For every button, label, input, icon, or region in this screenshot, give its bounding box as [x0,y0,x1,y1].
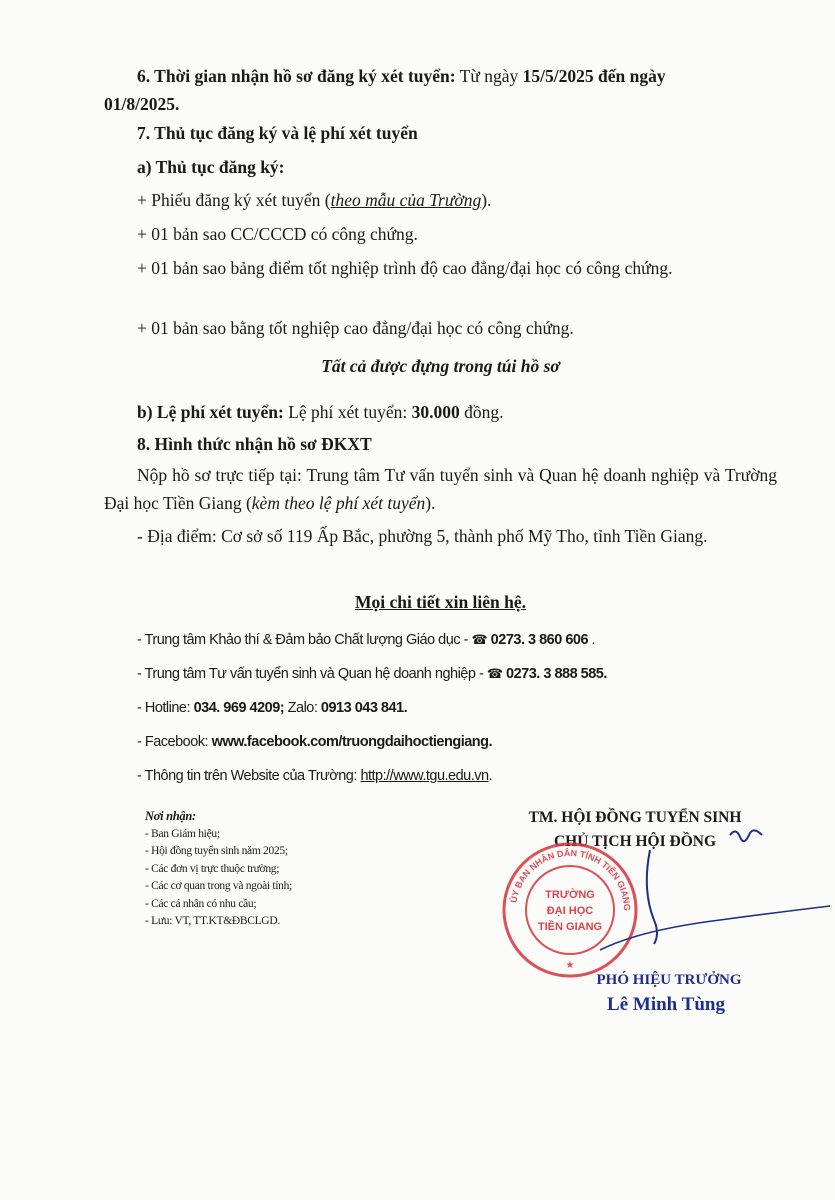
signature-line-1: TM. HỘI ĐỒNG TUYỂN SINH [528,809,742,826]
svg-text:ĐẠI HỌC: ĐẠI HỌC [546,905,594,917]
zalo-number[interactable]: 0913 043 841. [320,700,408,716]
svg-text:TRƯỜNG: TRƯỜNG [545,889,595,901]
section-7-sub-a: a) Thủ tục đăng ký: [137,157,285,177]
section-6-text: Từ ngày [455,66,523,86]
contact-line-4: - Facebook: www.facebook.com/truongdaihoctiengiang. [137,734,493,750]
recipient-item: - Các cá nhân có nhu cầu; [145,897,257,910]
phone-number-2[interactable]: 0273. 3 888 585. [502,666,607,682]
recipient-item: - Lưu: VT, TT.KT&ĐBCLGD. [145,915,280,927]
contact-line-1: - Trung tâm Khảo thí & Đảm bảo Chất lượng Giáo dục - ☎ 0273. 3 860 606 . [137,632,596,648]
section-6-date-from: 15/5/2025 đến ngày [522,66,666,86]
hotline-number[interactable]: 034. 969 4209; [193,700,285,716]
recipient-item: - Các đơn vị trực thuộc trường; [145,862,280,875]
recipient-item: - Hội đồng tuyển sinh năm 2025; [145,845,288,857]
section-7-sub-b: b) Lệ phí xét tuyển: Lệ phí xét tuyển: 30.000 đồng. [137,402,504,422]
section-8-paragraph-1: Nộp hồ sơ trực tiếp tại: Trung tâm Tư vấn tuyển sinh và Quan hệ doanh nghiệp và Trường Đại học Tiền Giang (kèm theo lệ phí xét tuyển). [104,465,777,513]
recipients-heading: Nơi nhận: [145,809,196,823]
section-7-item-4: + 01 bản sao bằng tốt nghiệp cao đẳng/đại học có công chứng. [137,318,574,338]
section-6-date-to: 01/8/2025. [104,94,180,114]
section-6-label: 6. Thời gian nhận hồ sơ đăng ký xét tuyển: [137,66,456,86]
handwritten-signature [590,820,830,960]
section-7-note: Tất cả được đựng trong túi hồ sơ [321,356,560,376]
section-7-title: 7. Thủ tục đăng ký và lệ phí xét tuyển [137,123,418,143]
form-template-link[interactable]: theo mẫu của Trường [330,190,482,210]
svg-text:★: ★ [565,960,575,971]
svg-text:TIỀN GIANG: TIỀN GIANG [537,921,603,933]
section-7-item-1: + Phiếu đăng ký xét tuyển (theo mẫu của Trường). [137,190,492,210]
section-7-item-3: + 01 bản sao bảng điểm tốt nghiệp trình độ cao đẳng/đại học có công chứng. [137,258,673,278]
phone-number-1[interactable]: 0273. 3 860 606 [487,632,589,648]
signature-line-2: CHỦ TỊCH HỘI ĐỒNG [553,833,717,850]
section-8-title: 8. Hình thức nhận hồ sơ ĐKXT [137,434,372,454]
contact-line-2: - Trung tâm Tư vấn tuyển sinh và Quan hệ doanh nghiệp - ☎ 0273. 3 888 585. [137,666,607,682]
signer-name: Lê Minh Tùng [607,994,725,1015]
section-8-address: - Địa điểm: Cơ sở số 119 Ấp Bắc, phường 5, thành phố Mỹ Tho, tỉnh Tiền Giang. [137,526,708,546]
fee-amount: 30.000 [411,402,460,422]
svg-text:ỦY BAN NHÂN DÂN TỈNH TIỀN GIAN: ỦY BAN NHÂN DÂN TỈNH TIỀN GIANG [508,847,633,912]
recipients-list [145,808,405,931]
section-7-item-2: + 01 bản sao CC/CCCD có công chứng. [137,224,418,244]
website-link[interactable]: http://www.tgu.edu.vn [360,768,489,784]
recipient-item: - Ban Giám hiệu; [145,827,220,840]
phone-icon: ☎ [486,666,503,681]
facebook-link[interactable]: www.facebook.com/truongdaihoctiengiang. [211,734,493,750]
section-6 [104,62,777,118]
recipient-item: - Các cơ quan trong và ngoài tỉnh; [145,880,292,892]
contact-heading: Mọi chi tiết xin liên hệ. [354,592,527,612]
signature-title: PHÓ HIỆU TRƯỞNG [596,972,742,988]
contact-line-5: - Thông tin trên Website của Trường: http://www.tgu.edu.vn. [137,768,493,784]
contact-line-3: - Hotline: 034. 969 4209; Zalo: 0913 043 841. [137,700,408,716]
phone-icon: ☎ [471,632,488,647]
